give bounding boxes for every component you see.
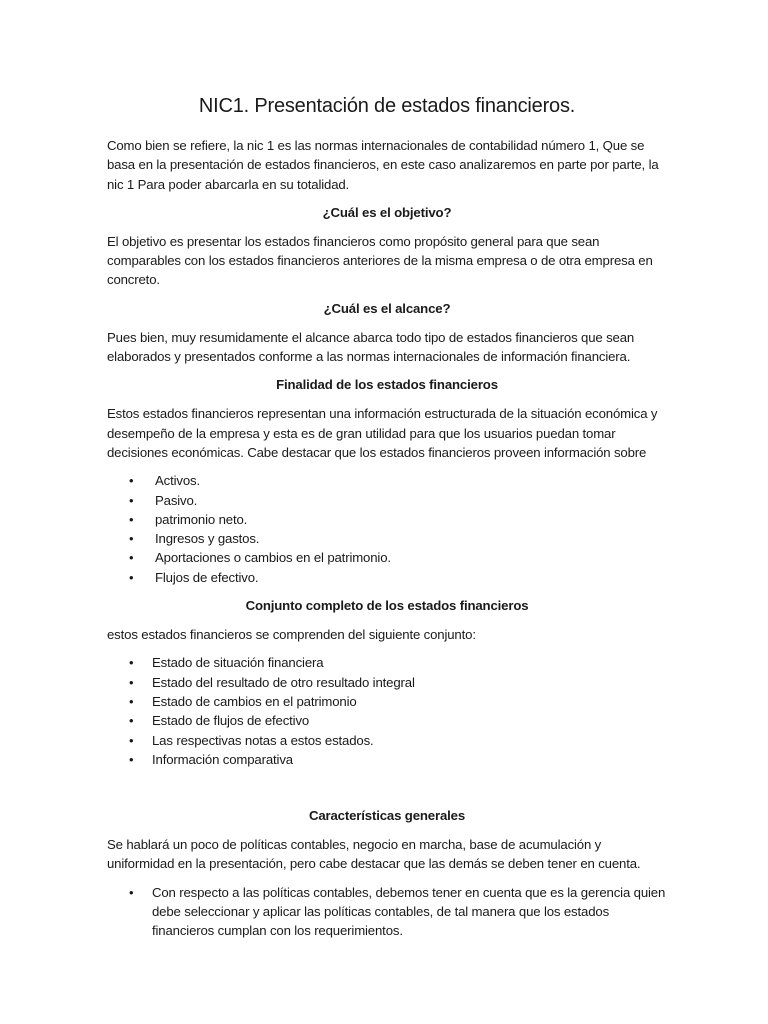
document-body xyxy=(107,92,667,950)
list-item-text: Información comparativa xyxy=(152,751,293,767)
bullet-icon: • xyxy=(129,492,134,508)
list-item-text: Las respectivas notas a estos estados. xyxy=(152,732,374,748)
list-item-text: Flujos de efectivo. xyxy=(155,569,259,585)
list-item-text: Activos. xyxy=(155,473,200,489)
list-item-text: Ingresos y gastos. xyxy=(155,531,260,547)
list-item-text: Estado de flujos de efectivo xyxy=(152,713,310,729)
list-item-text: Estado del resultado de otro resultado integral xyxy=(152,674,415,690)
list-item xyxy=(107,883,667,941)
objective-paragraph: El objetivo es presentar los estados financieros como propósito general para que sean comparables con los estados financieros anteriores de la misma empresa o de otra empresa en concreto. xyxy=(107,233,653,288)
statements-list xyxy=(107,653,667,769)
purpose-paragraph: Estos estados financieros representan una información estructurada de la situación económica y desempeño de la empresa y esta es de gran utilidad para que los usuarios puedan tomar decisiones económicas. Cabe destacar que los estados financieros proveen información sobre xyxy=(107,406,658,460)
list-item xyxy=(107,711,667,730)
bullet-icon: • xyxy=(129,732,134,748)
list-item xyxy=(107,529,667,548)
list-item xyxy=(107,510,667,529)
list-item xyxy=(107,750,667,769)
bullet-icon: • xyxy=(129,655,134,671)
complete-set-heading: Conjunto completo de los estados financieros xyxy=(245,598,529,614)
list-item-text: patrimonio neto. xyxy=(155,511,248,527)
list-item-text: Estado de cambios en el patrimonio xyxy=(152,693,357,709)
objective-heading: ¿Cuál es el objetivo? xyxy=(322,204,452,220)
bullet-icon: • xyxy=(129,550,134,566)
scope-heading: ¿Cuál es el alcance? xyxy=(323,300,451,316)
bullet-icon: • xyxy=(129,473,134,489)
scope-paragraph: Pues bien, muy resumidamente el alcance abarca todo tipo de estados financieros que sean elaborados y presentados conforme a las normas internacionales de información financiera. xyxy=(107,329,635,365)
list-item xyxy=(107,692,667,711)
policies-list xyxy=(107,883,667,941)
intro-paragraph: Como bien se refiere, la nic 1 es las normas internacionales de contabilidad número 1, Que se basa en la presentación de estados financieros, en este caso analizaremos en parte por parte, la nic 1 Para poder abarcarla en su totalidad. xyxy=(107,138,659,192)
bullet-icon: • xyxy=(129,569,134,585)
bullet-icon: • xyxy=(129,511,134,527)
list-item-text: Aportaciones o cambios en el patrimonio. xyxy=(155,550,391,566)
complete-set-paragraph: estos estados financieros se comprenden del siguiente conjunto: xyxy=(107,627,476,643)
bullet-icon: • xyxy=(129,674,134,690)
list-item-text: Con respecto a las políticas contables, debemos tener en cuenta que es la gerencia quien debe seleccionar y aplicar las políticas contables, de tal manera que los estados financieros cumplan con los requerimientos. xyxy=(152,884,666,939)
list-item xyxy=(107,653,667,672)
list-item xyxy=(107,548,667,567)
bullet-icon: • xyxy=(129,713,134,729)
bullet-icon: • xyxy=(129,531,134,547)
information-list xyxy=(107,471,667,587)
general-features-paragraph: Se hablará un poco de políticas contables, negocio en marcha, base de acumulación y uniformidad en la presentación, pero cabe destacar que las demás se deben tener en cuenta. xyxy=(107,837,641,872)
general-features-heading: Características generales xyxy=(308,808,466,824)
list-item xyxy=(107,731,667,750)
purpose-heading: Finalidad de los estados financieros xyxy=(276,377,498,393)
bullet-icon: • xyxy=(129,751,134,767)
list-item-text: Pasivo. xyxy=(155,492,198,508)
list-item-text: Estado de situación financiera xyxy=(152,655,324,671)
bullet-icon: • xyxy=(129,693,134,709)
document-title: NIC1. Presentación de estados financieros. xyxy=(198,95,576,117)
list-item xyxy=(107,673,667,692)
list-item xyxy=(107,568,667,587)
section-spacer xyxy=(107,778,667,806)
list-item xyxy=(107,471,667,490)
bullet-icon: • xyxy=(129,884,134,900)
list-item xyxy=(107,491,667,510)
